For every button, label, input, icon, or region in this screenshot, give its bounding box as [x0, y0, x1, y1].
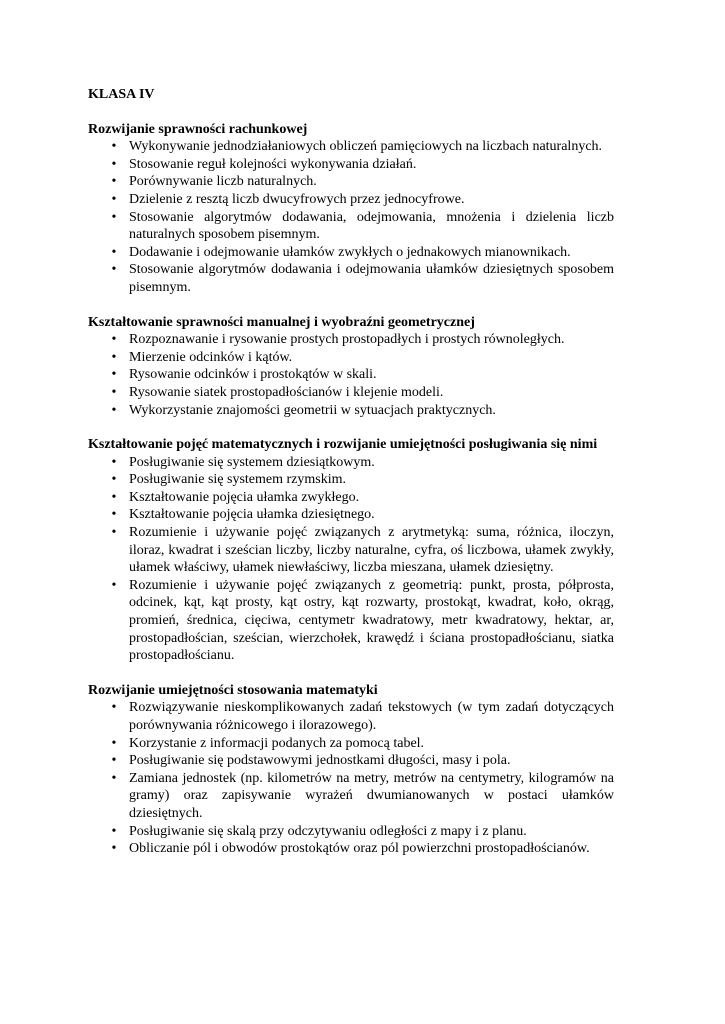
- bullet-icon: •: [111, 262, 117, 278]
- bullet-icon: •: [111, 770, 117, 786]
- list-item: [88, 577, 614, 665]
- list-item-text: Rozumienie i używanie pojęć związanych z arytmetyką: suma, różnica, iloczyn, iloraz, kwadrat i sześcian liczby, liczby naturalne, cyfra, oś liczbowa, ułamek zwykły, ułamek właściwy, ułamek niewłaściwy, liczba mieszana, ułamek dziesiętny.: [129, 525, 614, 576]
- list-item-text: Stosowanie reguł kolejności wykonywania działań.: [129, 156, 417, 172]
- list-item-text: Porównywanie liczb naturalnych.: [129, 174, 317, 190]
- section-heading: Rozwijanie umiejętności stosowania matematyki: [88, 682, 378, 698]
- section-heading: Kształtowanie sprawności manualnej i wyobraźni geometrycznej: [88, 314, 475, 330]
- bullet-icon: •: [111, 209, 117, 225]
- bullet-icon: •: [111, 244, 117, 260]
- bullet-icon: •: [111, 367, 117, 383]
- bullet-icon: •: [111, 753, 117, 769]
- bullet-icon: •: [111, 332, 117, 348]
- list-item: [88, 191, 614, 209]
- list-item: [88, 823, 614, 841]
- list-item-text: Posługiwanie się skalą przy odczytywaniu odległości z mapy i z planu.: [129, 823, 527, 839]
- list-item: [88, 752, 614, 770]
- list-item: [88, 209, 614, 244]
- bullet-icon: •: [111, 700, 117, 716]
- list-item: [88, 331, 614, 349]
- bullet-list: [88, 331, 614, 419]
- section-computational-skills: [88, 121, 614, 297]
- list-item-text: Rozpoznawanie i rysowanie prostych prostopadłych i prostych równoległych.: [129, 332, 565, 348]
- list-item-text: Rysowanie siatek prostopadłościanów i klejenie modeli.: [129, 384, 444, 400]
- list-item-text: Zamiana jednostek (np. kilometrów na metry, metrów na centymetry, kilogramów na gramy) oraz zapisywanie wyrażeń dwumianowanych w postaci ułamków dziesiętnych.: [129, 770, 614, 821]
- bullet-icon: •: [111, 454, 117, 470]
- bullet-list: [88, 454, 614, 665]
- list-item: [88, 138, 614, 156]
- list-item: [88, 402, 614, 420]
- list-item: [88, 349, 614, 367]
- list-item-text: Stosowanie algorytmów dodawania i odejmowania ułamków dziesiętnych sposobem pisemnym.: [129, 262, 614, 295]
- list-item-text: Posługiwanie się systemem rzymskim.: [129, 472, 346, 488]
- bullet-icon: •: [111, 489, 117, 505]
- bullet-icon: •: [111, 191, 117, 207]
- bullet-list: [88, 699, 614, 857]
- section-applying-mathematics: [88, 682, 614, 858]
- bullet-icon: •: [111, 139, 117, 155]
- list-item-text: Rozwiązywanie nieskomplikowanych zadań tekstowych (w tym zadań dotyczących porównywania różnicowego i ilorazowego).: [129, 700, 614, 733]
- list-item-text: Wykonywanie jednodziałaniowych obliczeń pamięciowych na liczbach naturalnych.: [129, 139, 603, 155]
- list-item-text: Wykorzystanie znajomości geometrii w sytuacjach praktycznych.: [129, 402, 496, 418]
- bullet-icon: •: [111, 384, 117, 400]
- list-item-text: Rozumienie i używanie pojęć związanych z geometrią: punkt, prosta, półprosta, odcinek, kąt, kąt prosty, kąt ostry, kąt rozwarty, prostokąt, kwadrat, koło, okrąg, promień, średnica, cięciwa, centymetr kwadratowy, metr kwadratowy, hektar, ar, prostopadłościan, sześcian, wierzchołek, krawędź i ściana prostopadłościanu, siatka prostopadłościanu.: [129, 577, 614, 664]
- bullet-icon: •: [111, 841, 117, 857]
- document-title: KLASA IV: [88, 87, 155, 102]
- list-item: [88, 244, 614, 262]
- bullet-icon: •: [111, 735, 117, 751]
- list-item: [88, 173, 614, 191]
- section-geometric-imagination: [88, 314, 614, 420]
- list-item: [88, 156, 614, 174]
- bullet-icon: •: [111, 577, 117, 593]
- bullet-icon: •: [111, 472, 117, 488]
- list-item: [88, 471, 614, 489]
- list-item-text: Dodawanie i odejmowanie ułamków zwykłych o jednakowych mianownikach.: [129, 244, 571, 260]
- section-heading: Kształtowanie pojęć matematycznych i rozwijanie umiejętności posługiwania się nimi: [88, 437, 598, 453]
- bullet-icon: •: [111, 402, 117, 418]
- bullet-icon: •: [111, 349, 117, 365]
- list-item-text: Rysowanie odcinków i prostokątów w skali.: [129, 367, 377, 383]
- bullet-list: [88, 138, 614, 296]
- list-item-text: Stosowanie algorytmów dodawania, odejmowania, mnożenia i dzielenia liczb naturalnych sposobem pisemnym.: [129, 209, 614, 243]
- list-item: [88, 506, 614, 524]
- list-item: [88, 840, 614, 858]
- list-item-text: Kształtowanie pojęcia ułamka dziesiętnego.: [129, 507, 375, 523]
- list-item-text: Obliczanie pól i obwodów prostokątów oraz pól powierzchni prostopadłościanów.: [129, 841, 590, 857]
- bullet-icon: •: [111, 156, 117, 172]
- list-item: [88, 735, 614, 753]
- section-mathematical-concepts: [88, 436, 614, 665]
- list-item: [88, 524, 614, 577]
- bullet-icon: •: [111, 174, 117, 190]
- bullet-icon: •: [111, 525, 117, 541]
- list-item: [88, 366, 614, 384]
- list-item-text: Posługiwanie się podstawowymi jednostkami długości, masy i pola.: [129, 753, 511, 769]
- list-item-text: Posługiwanie się systemem dziesiątkowym.: [129, 454, 375, 470]
- bullet-icon: •: [111, 507, 117, 523]
- list-item: [88, 489, 614, 507]
- list-item-text: Dzielenie z resztą liczb dwucyfrowych przez jednocyfrowe.: [129, 191, 465, 207]
- section-heading: Rozwijanie sprawności rachunkowej: [88, 121, 308, 137]
- list-item: [88, 384, 614, 402]
- list-item-text: Kształtowanie pojęcia ułamka zwykłego.: [129, 489, 360, 505]
- list-item-text: Korzystanie z informacji podanych za pomocą tabel.: [129, 735, 425, 751]
- list-item: [88, 454, 614, 472]
- list-item-text: Mierzenie odcinków i kątów.: [129, 349, 293, 365]
- list-item: [88, 261, 614, 296]
- bullet-icon: •: [111, 823, 117, 839]
- list-item: [88, 699, 614, 734]
- document-page: [88, 86, 614, 875]
- list-item: [88, 770, 614, 823]
